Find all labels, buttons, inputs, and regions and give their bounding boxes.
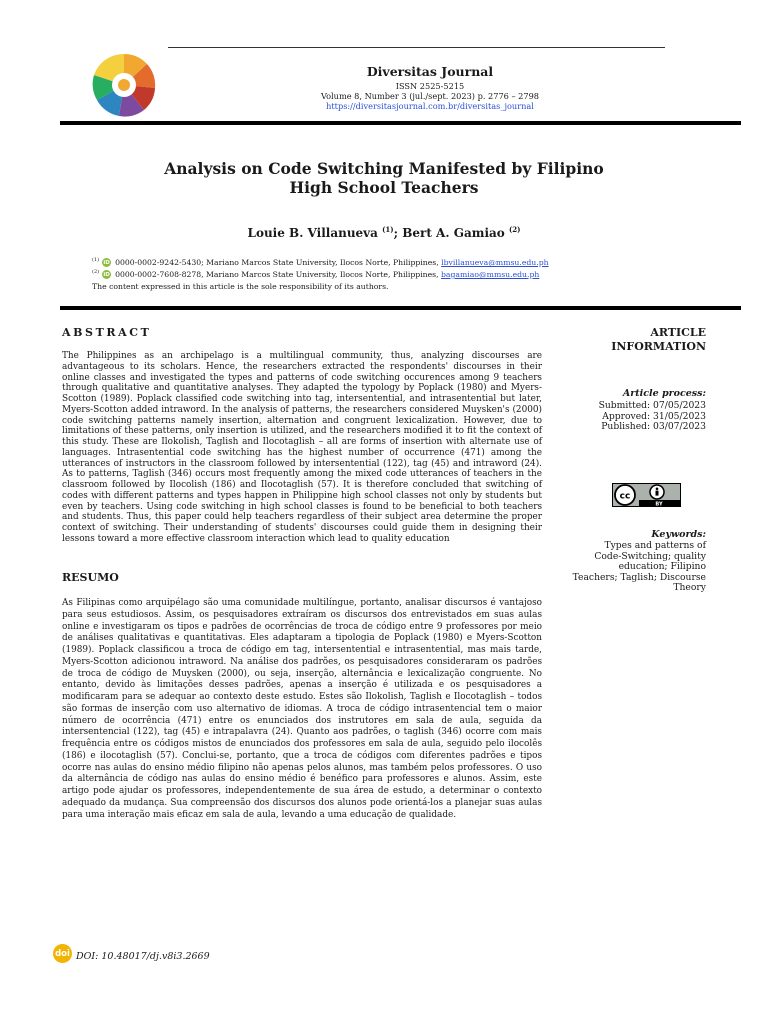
keyword-line: education; Filipino bbox=[618, 561, 706, 573]
resumo-body: As Filipinas como arquipélago são uma comunidade multilíngue, portanto, analisar discursos é vantajoso para seus estudiosos. Assim, os pesquisadores extraíram os discursos dos entrevistados em suas aulas online e investigaram os tipos e padrões de ocorrências de troca de código entre 9 professores por meio de análises qualitativas e quantitativas. Eles adaptaram a tipologia de Poplack (1980) e Myers-Scotton (1989). Poplack classificou a troca de código em tag, intersentential e intrasentential, mas mais tarde, Myers-Scotton adicionou intraword. Na análise dos padrões, os pesquisadores consideraram os padrões de troca de código de Muysken (2000), ou seja, inserção, alternância e lexicalização congruente. No entanto, devido às limitações desses padrões, apenas a inserção é utilizada e os pesquisadores a modificaram para se adequar ao contexto deste estudo. Estes são Ilokolish, Taglish e Ilocotaglish – todos são formas de inserção com uso alternativo de idiomas. A troca de código intrasentencial tem o maior número de ocorrência (471) entre os enunciados dos instrutores em sala de aula, seguida da intersentencial (122), tag (45) e intrapalavra (24). Quanto aos padrões, o taglish (346) ocorre com mais frequência entre os códigos mistos de enunciados dos professores em sala de aula, seguido pelo ilocolês (186) e ilocotaglish (57). Conclui-se, portanto, que a troca de códigos com diferentes padrões e tipos ocorre nas aulas do ensino médio filipino não apenas pelos alunos, mas também pelos professores. O uso da alternância de código nas aulas do ensino médio é benéfico para professores e alunos. Assim, este artigo pode ajudar os professores, independentemente de sua área de estudo, a determinar o contexto adequado da mudança. Sua compreensão dos discursos dos alunos pode orientá-los a planejar suas aulas para uma interação mais eficaz em sala de aula, levando a uma educação de qualidade. bbox=[62, 598, 542, 820]
author-2: ; Bert A. Gamiao bbox=[393, 226, 505, 240]
article-information-heading bbox=[560, 326, 706, 354]
article-dates bbox=[560, 401, 706, 433]
affiliation-2-email-link[interactable]: bagamiao@mmsu.edu.ph bbox=[441, 270, 540, 279]
article-title-line1: Analysis on Code Switching Manifested by Filipino bbox=[164, 159, 604, 178]
keywords-heading: Keywords: bbox=[651, 529, 706, 540]
article-information-line1: ARTICLE bbox=[650, 326, 706, 339]
affiliation-2-text: 0000-0002-7608-8278, Mariano Marcos State University, Ilocos Norte, Philippines, bbox=[115, 270, 439, 279]
article-process-heading: Article process: bbox=[622, 388, 706, 399]
journal-issn: ISSN 2525-5215 bbox=[395, 81, 465, 91]
affiliation-2 bbox=[92, 270, 539, 279]
responsibility-disclaimer: The content expressed in this article is the sole responsibility of its authors. bbox=[92, 282, 389, 291]
affiliation-2-mark: (2) bbox=[92, 268, 100, 275]
affiliation-1 bbox=[92, 258, 549, 267]
keyword-line: Types and patterns of bbox=[604, 540, 706, 551]
journal-logo-icon bbox=[89, 50, 159, 120]
published-date: Published: 03/07/2023 bbox=[601, 421, 706, 433]
abstract-body: The Philippines as an archipelago is a multilingual community, thus, analyzing discourses are advantageous to its scholars. Hence, the researchers extracted the respondents' discourses in their online classes and investigated the types and patterns of code switching occurences among 9 teachers through qualitative and quantitative analyses. They adapted the typology by Poplack (1980) and Myers-Scotton (1989). Poplack classified code switching into tag, intersentential, and intrasentential but later, Myers-Scotton added intraword. In the analysis of patterns, the researchers considered Muysken's (2000) code switching patterns namely insertion, alternation and congruent lexicalization. However, due to limitations of these patterns, only insertion is utilized, and the researchers modified it to fit the context of this study. These are Ilokolish, Taglish and Ilocotaglish – all are forms of insertion with alternate use of languages. Intrasentential code switching has the highest number of occurrence (471) among the utterances of instructors in the classroom followed by intersentential (122), tag (45) and intraword (24). As to patterns, Taglish (346) occurs most frequently among the mixed code utterances of teachers in the classroom followed by Ilocolish (186) and Ilocotaglish (57). It is therefore concluded that switching of codes with different patterns and types happen in Philippine high school classes not only by students but even by teachers. Using code switching in high school classes is found to be beneficial to both teachers and students. Thus, this paper could help teachers regardless of their subject area determine the proper context of switching. Their understanding of students' discourses could guide them in designing their lessons toward a more effective classroom interaction which lead to quality education bbox=[62, 351, 542, 544]
header-top-rule bbox=[168, 47, 665, 48]
abstract-heading: ABSTRACT bbox=[62, 326, 152, 339]
by-icon-text: BY bbox=[655, 501, 663, 507]
doi-text[interactable]: DOI: 10.48017/dj.v8i3.2669 bbox=[76, 951, 210, 962]
cc-icon-text: cc bbox=[619, 491, 631, 502]
creative-commons-license-icon[interactable] bbox=[612, 483, 681, 507]
article-title bbox=[100, 159, 668, 197]
journal-volume: Volume 8, Number 3 (jul./sept. 2023) p. 2776 – 2798 bbox=[320, 91, 540, 101]
journal-url-link[interactable]: https://diversitasjournal.com.br/diversitas_journal bbox=[326, 101, 534, 111]
keyword-line: Code-Switching; quality bbox=[594, 550, 706, 562]
keyword-line: Teachers; Taglish; Discourse bbox=[572, 571, 706, 583]
submitted-date: Submitted: 07/05/2023 bbox=[598, 400, 706, 411]
article-title-line2: High School Teachers bbox=[289, 178, 479, 197]
article-information-line2: INFORMATION bbox=[611, 340, 706, 353]
orcid-icon[interactable]: iD bbox=[103, 259, 110, 266]
header-thick-rule bbox=[60, 121, 741, 125]
orcid-icon[interactable]: iD bbox=[103, 271, 110, 278]
author-2-mark: (2) bbox=[508, 225, 521, 234]
author-1-mark: (1) bbox=[382, 225, 394, 234]
affiliation-1-email-link[interactable]: lbvillanueva@mmsu.edu.ph bbox=[441, 258, 549, 267]
approved-date: Approved: 31/05/2023 bbox=[602, 410, 706, 422]
affiliation-1-mark: (1) bbox=[92, 256, 100, 263]
article-authors bbox=[100, 225, 668, 240]
resumo-heading: RESUMO bbox=[62, 571, 119, 584]
keyword-line: Theory bbox=[673, 582, 706, 594]
keywords-list bbox=[560, 541, 706, 594]
section-thick-rule bbox=[60, 306, 741, 310]
doi-icon[interactable]: doi bbox=[53, 944, 72, 963]
affiliation-1-text: 0000-0002-9242-5430; Mariano Marcos State University, Ilocos Norte, Philippines, bbox=[115, 258, 439, 267]
author-1: Louie B. Villanueva bbox=[247, 226, 378, 240]
journal-name: Diversitas Journal bbox=[366, 64, 494, 79]
